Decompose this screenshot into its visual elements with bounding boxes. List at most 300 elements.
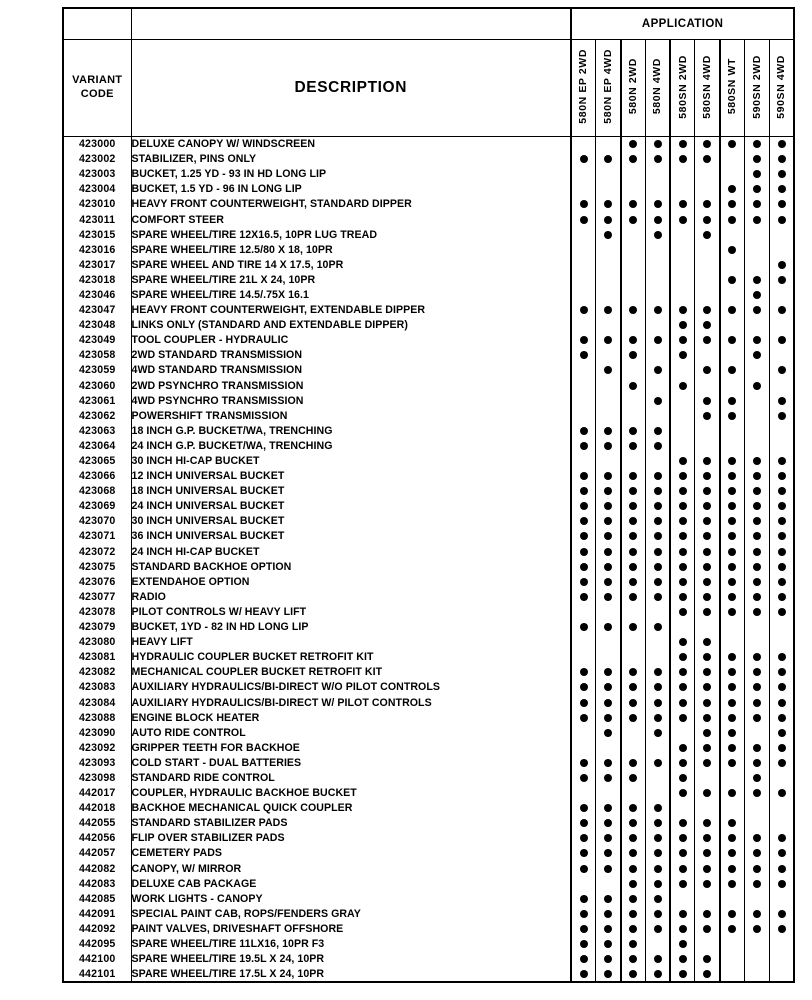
application-cell-580sn-2wd <box>670 967 695 982</box>
availability-dot <box>753 532 761 540</box>
application-cell-580n-ep-2wd <box>571 650 596 665</box>
availability-empty <box>703 351 711 359</box>
application-cell-590sn-4wd <box>769 544 794 559</box>
application-cell-580sn-2wd <box>670 363 695 378</box>
application-cell-580n-4wd <box>645 574 670 589</box>
application-cell-590sn-4wd <box>769 589 794 604</box>
application-cell-580n-4wd <box>645 921 670 936</box>
availability-dot <box>753 789 761 797</box>
application-cell-580sn-2wd <box>670 846 695 861</box>
availability-empty <box>778 382 786 390</box>
application-cell-580n-4wd <box>645 816 670 831</box>
application-cell-580sn-wt <box>720 272 745 287</box>
header-spacer-variant <box>63 8 131 40</box>
application-cell-580sn-wt <box>720 152 745 167</box>
availability-dot <box>604 366 612 374</box>
application-cell-580n-ep-4wd <box>596 710 621 725</box>
description-cell: DELUXE CANOPY W/ WINDSCREEN <box>131 137 571 152</box>
application-cell-590sn-4wd <box>769 378 794 393</box>
description-cell: 30 INCH HI-CAP BUCKET <box>131 453 571 468</box>
application-cell-580n-ep-2wd <box>571 801 596 816</box>
application-cell-580n-2wd <box>621 710 646 725</box>
availability-dot <box>728 759 736 767</box>
table-row <box>63 650 794 665</box>
application-cell-580sn-4wd <box>695 846 720 861</box>
application-cell-590sn-4wd <box>769 635 794 650</box>
description-cell: GRIPPER TEETH FOR BACKHOE <box>131 740 571 755</box>
availability-empty <box>629 185 637 193</box>
availability-empty <box>604 789 612 797</box>
availability-dot <box>580 306 588 314</box>
application-cell-580sn-wt <box>720 453 745 468</box>
application-cell-590sn-2wd <box>745 665 770 680</box>
application-cell-580n-2wd <box>621 484 646 499</box>
availability-dot <box>703 925 711 933</box>
application-cell-580n-4wd <box>645 499 670 514</box>
application-cell-580n-4wd <box>645 182 670 197</box>
application-cell-580n-2wd <box>621 363 646 378</box>
availability-dot <box>580 502 588 510</box>
availability-dot <box>654 970 662 978</box>
availability-dot <box>580 865 588 873</box>
variant-code-cell: 423003 <box>63 167 131 182</box>
application-cell-580sn-4wd <box>695 378 720 393</box>
application-cell-580n-ep-4wd <box>596 152 621 167</box>
availability-dot <box>778 155 786 163</box>
application-cell-590sn-2wd <box>745 801 770 816</box>
availability-empty <box>753 804 761 812</box>
application-cell-580n-4wd <box>645 453 670 468</box>
availability-dot <box>654 200 662 208</box>
availability-dot <box>703 231 711 239</box>
variant-code-cell: 442055 <box>63 816 131 831</box>
availability-empty <box>753 940 761 948</box>
availability-dot <box>728 880 736 888</box>
table-row <box>63 680 794 695</box>
column-header-590sn-4wd <box>769 40 794 137</box>
application-cell-580n-ep-2wd <box>571 363 596 378</box>
application-cell-590sn-2wd <box>745 242 770 257</box>
availability-empty <box>654 744 662 752</box>
application-cell-580n-ep-2wd <box>571 272 596 287</box>
availability-dot <box>580 442 588 450</box>
column-header-label: 580SN WT <box>726 58 739 115</box>
application-cell-580n-2wd <box>621 786 646 801</box>
application-cell-580n-ep-4wd <box>596 952 621 967</box>
description-cell: WORK LIGHTS - CANOPY <box>131 891 571 906</box>
table-row <box>63 589 794 604</box>
availability-empty <box>580 276 588 284</box>
description-cell: FLIP OVER STABILIZER PADS <box>131 831 571 846</box>
availability-dot <box>580 517 588 525</box>
availability-dot <box>728 246 736 254</box>
variant-code-cell: 423093 <box>63 755 131 770</box>
availability-dot <box>728 608 736 616</box>
application-cell-580sn-2wd <box>670 438 695 453</box>
application-cell-580sn-4wd <box>695 423 720 438</box>
availability-dot <box>654 502 662 510</box>
availability-dot <box>654 306 662 314</box>
availability-dot <box>580 578 588 586</box>
availability-dot <box>778 185 786 193</box>
availability-dot <box>703 970 711 978</box>
application-cell-580n-ep-2wd <box>571 257 596 272</box>
availability-dot <box>753 834 761 842</box>
availability-empty <box>604 397 612 405</box>
availability-empty <box>728 804 736 812</box>
availability-empty <box>654 382 662 390</box>
availability-empty <box>604 351 612 359</box>
availability-dot <box>629 517 637 525</box>
variant-application-table <box>62 7 795 983</box>
availability-dot <box>778 261 786 269</box>
availability-dot <box>679 683 687 691</box>
availability-dot <box>604 548 612 556</box>
availability-dot <box>629 970 637 978</box>
application-cell-580sn-2wd <box>670 408 695 423</box>
availability-empty <box>679 623 687 631</box>
availability-empty <box>703 895 711 903</box>
application-cell-590sn-4wd <box>769 665 794 680</box>
availability-empty <box>753 970 761 978</box>
description-cell: SPARE WHEEL/TIRE 17.5L X 24, 10PR <box>131 967 571 982</box>
availability-dot <box>654 427 662 435</box>
availability-dot <box>728 457 736 465</box>
availability-dot <box>629 487 637 495</box>
availability-empty <box>580 170 588 178</box>
application-cell-580sn-wt <box>720 514 745 529</box>
availability-dot <box>728 487 736 495</box>
table-row <box>63 816 794 831</box>
availability-dot <box>778 517 786 525</box>
application-cell-580n-2wd <box>621 650 646 665</box>
application-cell-580n-4wd <box>645 167 670 182</box>
availability-dot <box>753 306 761 314</box>
availability-dot <box>580 925 588 933</box>
application-cell-580sn-2wd <box>670 227 695 242</box>
application-cell-580n-2wd <box>621 423 646 438</box>
application-cell-580sn-4wd <box>695 665 720 680</box>
application-cell-580n-ep-4wd <box>596 936 621 951</box>
availability-empty <box>580 729 588 737</box>
availability-empty <box>654 261 662 269</box>
application-cell-590sn-2wd <box>745 710 770 725</box>
application-cell-580sn-wt <box>720 318 745 333</box>
application-cell-580n-2wd <box>621 604 646 619</box>
application-cell-580sn-4wd <box>695 514 720 529</box>
application-cell-580sn-2wd <box>670 257 695 272</box>
application-cell-590sn-2wd <box>745 378 770 393</box>
variant-code-cell: 423078 <box>63 604 131 619</box>
application-cell-580sn-4wd <box>695 393 720 408</box>
availability-dot <box>703 668 711 676</box>
availability-empty <box>679 804 687 812</box>
application-cell-580n-2wd <box>621 167 646 182</box>
table-row <box>63 484 794 499</box>
availability-dot <box>778 472 786 480</box>
application-cell-590sn-4wd <box>769 695 794 710</box>
availability-empty <box>778 351 786 359</box>
availability-dot <box>629 548 637 556</box>
availability-dot <box>604 940 612 948</box>
application-cell-580sn-2wd <box>670 318 695 333</box>
application-cell-580sn-2wd <box>670 453 695 468</box>
application-cell-580sn-wt <box>720 227 745 242</box>
variant-code-cell: 423075 <box>63 559 131 574</box>
variant-code-cell: 423071 <box>63 529 131 544</box>
application-cell-580n-4wd <box>645 665 670 680</box>
application-cell-590sn-4wd <box>769 333 794 348</box>
availability-empty <box>703 442 711 450</box>
application-cell-580n-4wd <box>645 559 670 574</box>
header-spacer-description <box>131 8 571 40</box>
application-cell-580n-ep-2wd <box>571 755 596 770</box>
application-cell-580n-ep-2wd <box>571 212 596 227</box>
description-cell: STANDARD BACKHOE OPTION <box>131 559 571 574</box>
availability-dot <box>703 155 711 163</box>
availability-dot <box>778 412 786 420</box>
variant-code-cell: 423015 <box>63 227 131 242</box>
variant-code-cell: 423069 <box>63 499 131 514</box>
availability-dot <box>604 336 612 344</box>
availability-empty <box>604 291 612 299</box>
availability-dot <box>753 382 761 390</box>
variant-code-cell: 423065 <box>63 453 131 468</box>
availability-empty <box>679 185 687 193</box>
availability-dot <box>728 699 736 707</box>
application-cell-590sn-4wd <box>769 816 794 831</box>
availability-dot <box>604 231 612 239</box>
application-cell-580n-2wd <box>621 348 646 363</box>
availability-dot <box>629 140 637 148</box>
availability-dot <box>629 955 637 963</box>
availability-dot <box>629 472 637 480</box>
description-cell: STANDARD RIDE CONTROL <box>131 770 571 785</box>
application-cell-580n-2wd <box>621 514 646 529</box>
application-cell-580n-4wd <box>645 967 670 982</box>
availability-dot <box>679 548 687 556</box>
application-cell-580n-2wd <box>621 152 646 167</box>
availability-dot <box>703 578 711 586</box>
application-cell-580sn-2wd <box>670 635 695 650</box>
application-cell-590sn-4wd <box>769 484 794 499</box>
availability-dot <box>703 683 711 691</box>
application-cell-580sn-wt <box>720 770 745 785</box>
application-cell-580n-ep-2wd <box>571 182 596 197</box>
availability-dot <box>604 683 612 691</box>
availability-empty <box>753 442 761 450</box>
description-cell: SPARE WHEEL AND TIRE 14 X 17.5, 10PR <box>131 257 571 272</box>
availability-dot <box>629 200 637 208</box>
availability-empty <box>753 955 761 963</box>
application-cell-590sn-4wd <box>769 620 794 635</box>
application-cell-590sn-2wd <box>745 680 770 695</box>
availability-dot <box>654 336 662 344</box>
description-cell: HYDRAULIC COUPLER BUCKET RETROFIT KIT <box>131 650 571 665</box>
application-cell-580n-4wd <box>645 257 670 272</box>
availability-empty <box>679 170 687 178</box>
application-cell-580n-ep-2wd <box>571 574 596 589</box>
description-cell: 18 INCH G.P. BUCKET/WA, TRENCHING <box>131 423 571 438</box>
availability-dot <box>753 457 761 465</box>
application-cell-580n-4wd <box>645 936 670 951</box>
application-cell-590sn-2wd <box>745 393 770 408</box>
availability-empty <box>604 608 612 616</box>
application-cell-590sn-4wd <box>769 755 794 770</box>
application-cell-580n-ep-4wd <box>596 438 621 453</box>
description-cell: PILOT CONTROLS W/ HEAVY LIFT <box>131 604 571 619</box>
availability-empty <box>778 940 786 948</box>
application-cell-590sn-2wd <box>745 574 770 589</box>
availability-dot <box>778 834 786 842</box>
availability-dot <box>654 955 662 963</box>
availability-empty <box>753 366 761 374</box>
application-cell-580n-4wd <box>645 861 670 876</box>
application-cell-590sn-2wd <box>745 725 770 740</box>
application-cell-590sn-2wd <box>745 544 770 559</box>
application-cell-580n-ep-4wd <box>596 408 621 423</box>
application-cell-580n-ep-2wd <box>571 529 596 544</box>
application-cell-580sn-4wd <box>695 952 720 967</box>
availability-dot <box>654 683 662 691</box>
availability-dot <box>728 729 736 737</box>
availability-empty <box>753 623 761 631</box>
application-cell-580n-ep-4wd <box>596 514 621 529</box>
application-cell-590sn-2wd <box>745 921 770 936</box>
availability-dot <box>728 819 736 827</box>
availability-dot <box>703 880 711 888</box>
application-cell-590sn-2wd <box>745 770 770 785</box>
variant-code-cell: 423082 <box>63 665 131 680</box>
application-cell-590sn-2wd <box>745 635 770 650</box>
availability-dot <box>679 593 687 601</box>
availability-empty <box>580 321 588 329</box>
application-cell-580sn-2wd <box>670 620 695 635</box>
availability-dot <box>679 819 687 827</box>
availability-empty <box>629 366 637 374</box>
application-cell-580n-ep-4wd <box>596 453 621 468</box>
availability-dot <box>654 699 662 707</box>
application-cell-580sn-4wd <box>695 287 720 302</box>
application-cell-580sn-wt <box>720 378 745 393</box>
variant-code-cell: 423063 <box>63 423 131 438</box>
availability-empty <box>580 412 588 420</box>
header-row-columns <box>63 40 794 137</box>
application-cell-590sn-2wd <box>745 469 770 484</box>
column-header-label: 580N 2WD <box>626 58 639 115</box>
application-cell-580n-4wd <box>645 906 670 921</box>
application-cell-590sn-4wd <box>769 469 794 484</box>
availability-empty <box>728 261 736 269</box>
availability-dot <box>728 849 736 857</box>
application-cell-590sn-2wd <box>745 257 770 272</box>
availability-empty <box>679 895 687 903</box>
column-header-label: 580SN 4WD <box>700 54 713 119</box>
application-cell-580sn-wt <box>720 816 745 831</box>
availability-dot <box>753 291 761 299</box>
application-cell-590sn-2wd <box>745 499 770 514</box>
availability-dot <box>604 668 612 676</box>
availability-empty <box>580 382 588 390</box>
column-header-590sn-2wd <box>745 40 770 137</box>
application-cell-580sn-2wd <box>670 665 695 680</box>
table-row <box>63 967 794 982</box>
application-cell-580sn-wt <box>720 620 745 635</box>
availability-empty <box>753 397 761 405</box>
variant-code-cell: 423047 <box>63 303 131 318</box>
application-cell-580sn-wt <box>720 801 745 816</box>
application-cell-580n-ep-4wd <box>596 786 621 801</box>
application-cell-580n-2wd <box>621 242 646 257</box>
application-cell-580n-2wd <box>621 303 646 318</box>
application-cell-590sn-4wd <box>769 529 794 544</box>
application-cell-580sn-4wd <box>695 650 720 665</box>
application-cell-580n-ep-2wd <box>571 242 596 257</box>
availability-dot <box>728 517 736 525</box>
availability-dot <box>679 910 687 918</box>
availability-empty <box>753 729 761 737</box>
application-cell-580sn-2wd <box>670 137 695 152</box>
availability-empty <box>654 412 662 420</box>
availability-empty <box>580 231 588 239</box>
description-cell: CEMETERY PADS <box>131 846 571 861</box>
availability-empty <box>654 321 662 329</box>
application-cell-580n-ep-4wd <box>596 242 621 257</box>
application-cell-590sn-4wd <box>769 152 794 167</box>
availability-dot <box>679 216 687 224</box>
application-cell-580n-ep-2wd <box>571 137 596 152</box>
application-cell-580n-ep-2wd <box>571 831 596 846</box>
application-cell-580sn-2wd <box>670 499 695 514</box>
availability-dot <box>778 487 786 495</box>
application-cell-580sn-2wd <box>670 514 695 529</box>
availability-dot <box>703 548 711 556</box>
application-cell-580n-4wd <box>645 529 670 544</box>
application-cell-590sn-2wd <box>745 182 770 197</box>
availability-dot <box>753 548 761 556</box>
description-cell: COMFORT STEER <box>131 212 571 227</box>
availability-empty <box>728 351 736 359</box>
application-cell-580n-ep-4wd <box>596 137 621 152</box>
availability-dot <box>753 865 761 873</box>
availability-empty <box>778 804 786 812</box>
application-cell-580sn-4wd <box>695 182 720 197</box>
application-cell-590sn-4wd <box>769 167 794 182</box>
application-cell-580sn-4wd <box>695 499 720 514</box>
availability-empty <box>604 276 612 284</box>
application-cell-580sn-wt <box>720 137 745 152</box>
application-cell-580sn-4wd <box>695 212 720 227</box>
availability-dot <box>604 849 612 857</box>
availability-empty <box>778 291 786 299</box>
application-cell-580n-2wd <box>621 574 646 589</box>
application-cell-590sn-2wd <box>745 786 770 801</box>
availability-dot <box>629 382 637 390</box>
availability-empty <box>580 457 588 465</box>
application-cell-590sn-4wd <box>769 197 794 212</box>
application-cell-580n-ep-4wd <box>596 544 621 559</box>
availability-dot <box>728 910 736 918</box>
application-cell-580n-ep-2wd <box>571 469 596 484</box>
availability-empty <box>778 895 786 903</box>
variant-code-cell: 423084 <box>63 695 131 710</box>
availability-empty <box>728 623 736 631</box>
availability-empty <box>629 276 637 284</box>
application-cell-580sn-2wd <box>670 333 695 348</box>
application-cell-590sn-2wd <box>745 620 770 635</box>
availability-dot <box>753 336 761 344</box>
availability-empty <box>604 170 612 178</box>
